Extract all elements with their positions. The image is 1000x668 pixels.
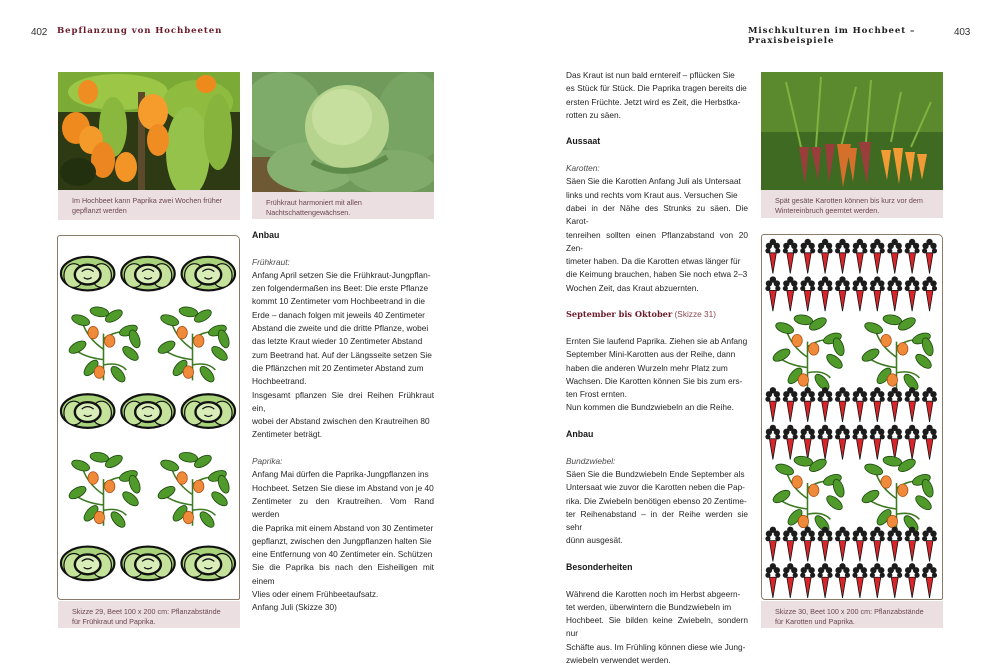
text-line: Zentimeter zu den Krautreihen. Vom Rand werden (252, 495, 434, 520)
cabbage-icon (182, 257, 235, 291)
carrot-icon (818, 239, 833, 274)
text-line: Anfang Mai dürfen die Paprika-Jungpflanzen ins (252, 469, 429, 480)
carrot-icon (922, 563, 937, 598)
caption-line: Spät gesäte Karotten können bis kurz vor dem (775, 196, 923, 205)
carrot-icon (783, 425, 798, 460)
carrot-icon (783, 239, 798, 274)
text-line: Abstand die zweite und die dritte Pflanze, wobei (252, 323, 429, 334)
carrot-icon (852, 387, 867, 422)
section-heading-aussaat: Aussaat (566, 136, 601, 147)
pepper-plant-icon (156, 451, 231, 530)
paragraph-paprika (252, 468, 434, 614)
text-line: das letzte Kraut wieder 10 Zentimeter Abstand (252, 336, 423, 347)
carrot-icon (905, 276, 920, 311)
month-sketch-ref: (Skizze 31) (674, 309, 717, 320)
pepper-plant-icon (771, 455, 846, 534)
carrot-icon (835, 563, 850, 598)
text-line: ersten Früchte. Jetzt wird es Zeit, die Herbstka- (566, 96, 741, 107)
carrot-icon (887, 527, 902, 562)
text-line: Während die Karotten noch im Herbst abgeern- (566, 588, 741, 599)
text-line: ter Reihenabstand – in der Reihe werden sie sehr (566, 508, 748, 533)
text-line: dünn ausgesät. (566, 535, 623, 546)
text-line: links und rechts vom Kraut aus. Versuchen Sie (566, 189, 738, 200)
carrot-icon (870, 239, 885, 274)
carrot-icon (870, 276, 885, 311)
text-line: Anfang Juli (Skizze 30) (252, 602, 337, 613)
carrot-icon (783, 527, 798, 562)
carrot-icon (835, 239, 850, 274)
carrot-icon (870, 387, 885, 422)
sketch-30-caption (761, 601, 943, 628)
text-line: rotten zu säen. (566, 109, 621, 120)
photo-caption-carrots (761, 190, 943, 218)
label-fruehkraut: Frühkraut: (252, 256, 290, 267)
text-line: Hochbeet. Setzen Sie diese im Abstand von je 40 (252, 482, 434, 493)
page-number-right: 403 (954, 27, 971, 38)
text-line: ten Frost ernten. (566, 389, 627, 400)
text-line: Anfang April setzen Sie die Frühkraut-Jungpflan- (252, 269, 431, 280)
running-head-left: Bepflanzung von Hochbeeten (57, 26, 223, 36)
text-line: die Paprika mit einem Abstand von 30 Zentimeter (252, 522, 434, 533)
carrot-icon (783, 563, 798, 598)
text-line: es Stück für Stück. Die Paprika tragen bereits die (566, 83, 747, 94)
carrot-icon (852, 239, 867, 274)
caption-line: gepflanzt werden (72, 206, 127, 215)
paragraph-ernten (566, 335, 748, 415)
text-line: tet werden, überwintern die Bundzwiebeln im (566, 601, 732, 612)
carrot-icon (922, 425, 937, 460)
carrot-icon (905, 527, 920, 562)
photo-carrots (761, 72, 943, 190)
cabbage-icon (121, 547, 174, 581)
cabbage-icon (121, 394, 174, 428)
paragraph-intro (566, 69, 748, 122)
caption-line: für Frühkraut und Paprika. (72, 617, 156, 626)
pepper-plant-icon (771, 314, 846, 393)
text-line: Sie die Paprika bis nach den Eisheiligen mit einem (252, 562, 434, 586)
text-line: Das Kraut ist nun bald erntereif – pflücken Sie (566, 70, 735, 80)
carrot-icon (905, 425, 920, 460)
photo-cabbage (252, 72, 434, 192)
carrot-icon (887, 239, 902, 274)
sketch-29-bed (57, 235, 240, 600)
caption-line: Frühkraut harmoniert mit allen (266, 198, 362, 207)
text-line: September Mini-Karotten aus der Reihe, dann (566, 349, 736, 360)
text-line: Wachsen. Die Karotten können Sie bis zum ers- (566, 375, 743, 386)
carrot-icon (800, 239, 815, 274)
photo-caption-paprika (58, 190, 240, 220)
carrot-icon (765, 425, 780, 460)
cabbage-photo-image (252, 72, 434, 192)
cabbage-icon (121, 257, 174, 291)
cabbage-icon (61, 257, 114, 291)
left-text-column (252, 229, 434, 615)
photo-paprika (58, 72, 240, 190)
text-line: Säen Sie die Bundzwiebeln Ende September als (566, 468, 745, 479)
text-line: zen folgendermaßen ins Beet: Die erste Pflanze (252, 283, 429, 294)
carrot-icon (870, 527, 885, 562)
carrot-icon (800, 563, 815, 598)
carrot-icon (852, 425, 867, 460)
paragraph-karotten (566, 175, 748, 295)
carrot-icon (765, 276, 780, 311)
text-line: haben die anderen Wurzeln mehr Platz zum (566, 362, 728, 373)
text-line: Säen Sie die Karotten Anfang Juli als Untersaat (566, 176, 741, 187)
carrot-icon (835, 276, 850, 311)
section-heading-besonderheiten: Besonderheiten (566, 561, 633, 572)
text-line: zwiebeln verwendet werden. (566, 655, 671, 666)
caption-line: Skizze 30, Beet 100 x 200 cm: Pflanzabstände (775, 607, 924, 616)
carrot-icon (800, 425, 815, 460)
carrot-icon (765, 563, 780, 598)
label-karotten: Karotten: (566, 163, 600, 174)
carrot-icon (765, 387, 780, 422)
section-heading-anbau-right: Anbau (566, 429, 594, 440)
cabbage-icon (61, 394, 114, 428)
carrot-icon (835, 387, 850, 422)
carrots-photo-image (761, 72, 943, 190)
carrot-icon (905, 387, 920, 422)
text-line: Wochen Zeit, das Kraut abzuernten. (566, 282, 699, 293)
carrot-icon (818, 527, 833, 562)
carrot-icon (887, 425, 902, 460)
carrot-icon (887, 563, 902, 598)
paragraph-bundzwiebel (566, 468, 748, 548)
carrot-icon (835, 425, 850, 460)
carrot-icon (800, 527, 815, 562)
carrot-icon (835, 527, 850, 562)
carrot-icon (905, 239, 920, 274)
text-line: Schäfte aus. Im Frühling können diese wie Jung- (566, 641, 746, 652)
carrot-icon (870, 425, 885, 460)
caption-line: Nachtschattengewächsen. (266, 208, 351, 217)
text-line: zum Beetrand hat. Auf der Längsseite setzen Sie (252, 349, 432, 360)
cabbage-icon (182, 394, 235, 428)
carrot-icon (870, 563, 885, 598)
text-line: Nun kommen die Bundzwiebeln an die Reihe. (566, 402, 734, 413)
carrot-icon (905, 563, 920, 598)
carrot-icon (818, 276, 833, 311)
text-line: Zentimeter beträgt. (252, 429, 323, 440)
text-line: wobei der Abstand zwischen den Krautreihen 80 (252, 416, 430, 427)
carrot-icon (800, 387, 815, 422)
caption-line: Wintereinbruch geerntet werden. (775, 206, 880, 215)
caption-line: für Karotten und Paprika. (775, 617, 855, 626)
text-line: eine Entfernung von 40 Zentimeter ein. Schützen (252, 549, 433, 560)
photo-caption-cabbage (252, 192, 434, 219)
carrot-icon (922, 387, 937, 422)
carrot-icon (800, 276, 815, 311)
sketch-30-plants (762, 235, 942, 599)
text-line: die Pflänzchen mit 20 Zentimeter Abstand zum (252, 362, 424, 373)
carrot-icon (765, 527, 780, 562)
carrot-icon (783, 387, 798, 422)
cabbage-icon (182, 547, 235, 581)
pepper-plant-icon (156, 306, 231, 385)
carrot-icon (922, 239, 937, 274)
pepper-plant-icon (860, 455, 935, 534)
cabbage-icon (61, 547, 114, 581)
carrot-icon (922, 276, 937, 311)
carrot-icon (818, 425, 833, 460)
text-line: gepflanzt, zwischen den Jungpflanzen halten Sie (252, 535, 432, 546)
text-line: Hochbeet. Sie bilden keine Zwiebeln, sondern nur (566, 615, 748, 639)
carrot-icon (818, 563, 833, 598)
section-heading-anbau: Anbau (252, 230, 280, 240)
sketch-29-caption (58, 601, 240, 628)
right-text-column (566, 69, 748, 667)
text-line: rika. Die Zwiebeln benötigen ebenso 20 Zentime- (566, 495, 747, 506)
label-bundzwiebel: Bundzwiebel: (566, 455, 616, 466)
text-line: Insgesamt pflanzen Sie drei Reihen Frühkraut ein, (252, 389, 434, 413)
month-heading-text: September bis Oktober (566, 309, 673, 320)
running-head-right: Mischkulturen im Hochbeet – Praxisbeispiele (748, 26, 916, 46)
text-line: Vlies oder einem Frühbeetaufsatz. (252, 589, 379, 600)
caption-line: Skizze 29, Beet 100 x 200 cm: Pflanzabstände (72, 607, 221, 616)
month-heading (566, 308, 748, 321)
text-line: timeter haben. Da die Karotten etwas länger für (566, 256, 741, 267)
carrot-icon (887, 387, 902, 422)
text-line: Untersaat wie zuvor die Karotten neben die Pap- (566, 482, 745, 493)
carrot-icon (852, 563, 867, 598)
carrot-icon (852, 276, 867, 311)
text-line: kommt 10 Zentimeter vom Hochbeetrand in die (252, 296, 425, 307)
text-line: Ernten Sie laufend Paprika. Ziehen sie ab Anfang (566, 335, 748, 346)
carrot-icon (783, 276, 798, 311)
carrot-icon (922, 527, 937, 562)
caption-line: Im Hochbeet kann Paprika zwei Wochen früher (72, 196, 223, 205)
carrot-icon (852, 527, 867, 562)
sketch-30-bed (761, 234, 943, 600)
pepper-plant-icon (67, 306, 142, 385)
carrot-icon (765, 239, 780, 274)
pepper-plant-icon (67, 451, 142, 530)
text-line: die Keimung brauchen, haben Sie noch etwa 2–3 (566, 269, 748, 280)
text-line: dabei in der Nähe des Strunks zu säen. Die Karot- (566, 202, 748, 227)
text-line: Erde – danach folgen mit jeweils 40 Zentimeter (252, 309, 425, 320)
carrot-icon (887, 276, 902, 311)
label-paprika: Paprika: (252, 456, 283, 467)
text-line: tenreihen sollten einen Pflanzabstand von 20 Zen- (566, 229, 748, 253)
paprika-photo-image (58, 72, 240, 190)
paragraph-fruehkraut (252, 269, 434, 442)
paragraph-besonderheiten (566, 588, 748, 668)
carrot-icon (818, 387, 833, 422)
sketch-29-plants (58, 236, 239, 599)
pepper-plant-icon (860, 314, 935, 393)
page-number-left: 402 (31, 27, 48, 38)
text-line: Hochbeetrand. (252, 376, 307, 387)
